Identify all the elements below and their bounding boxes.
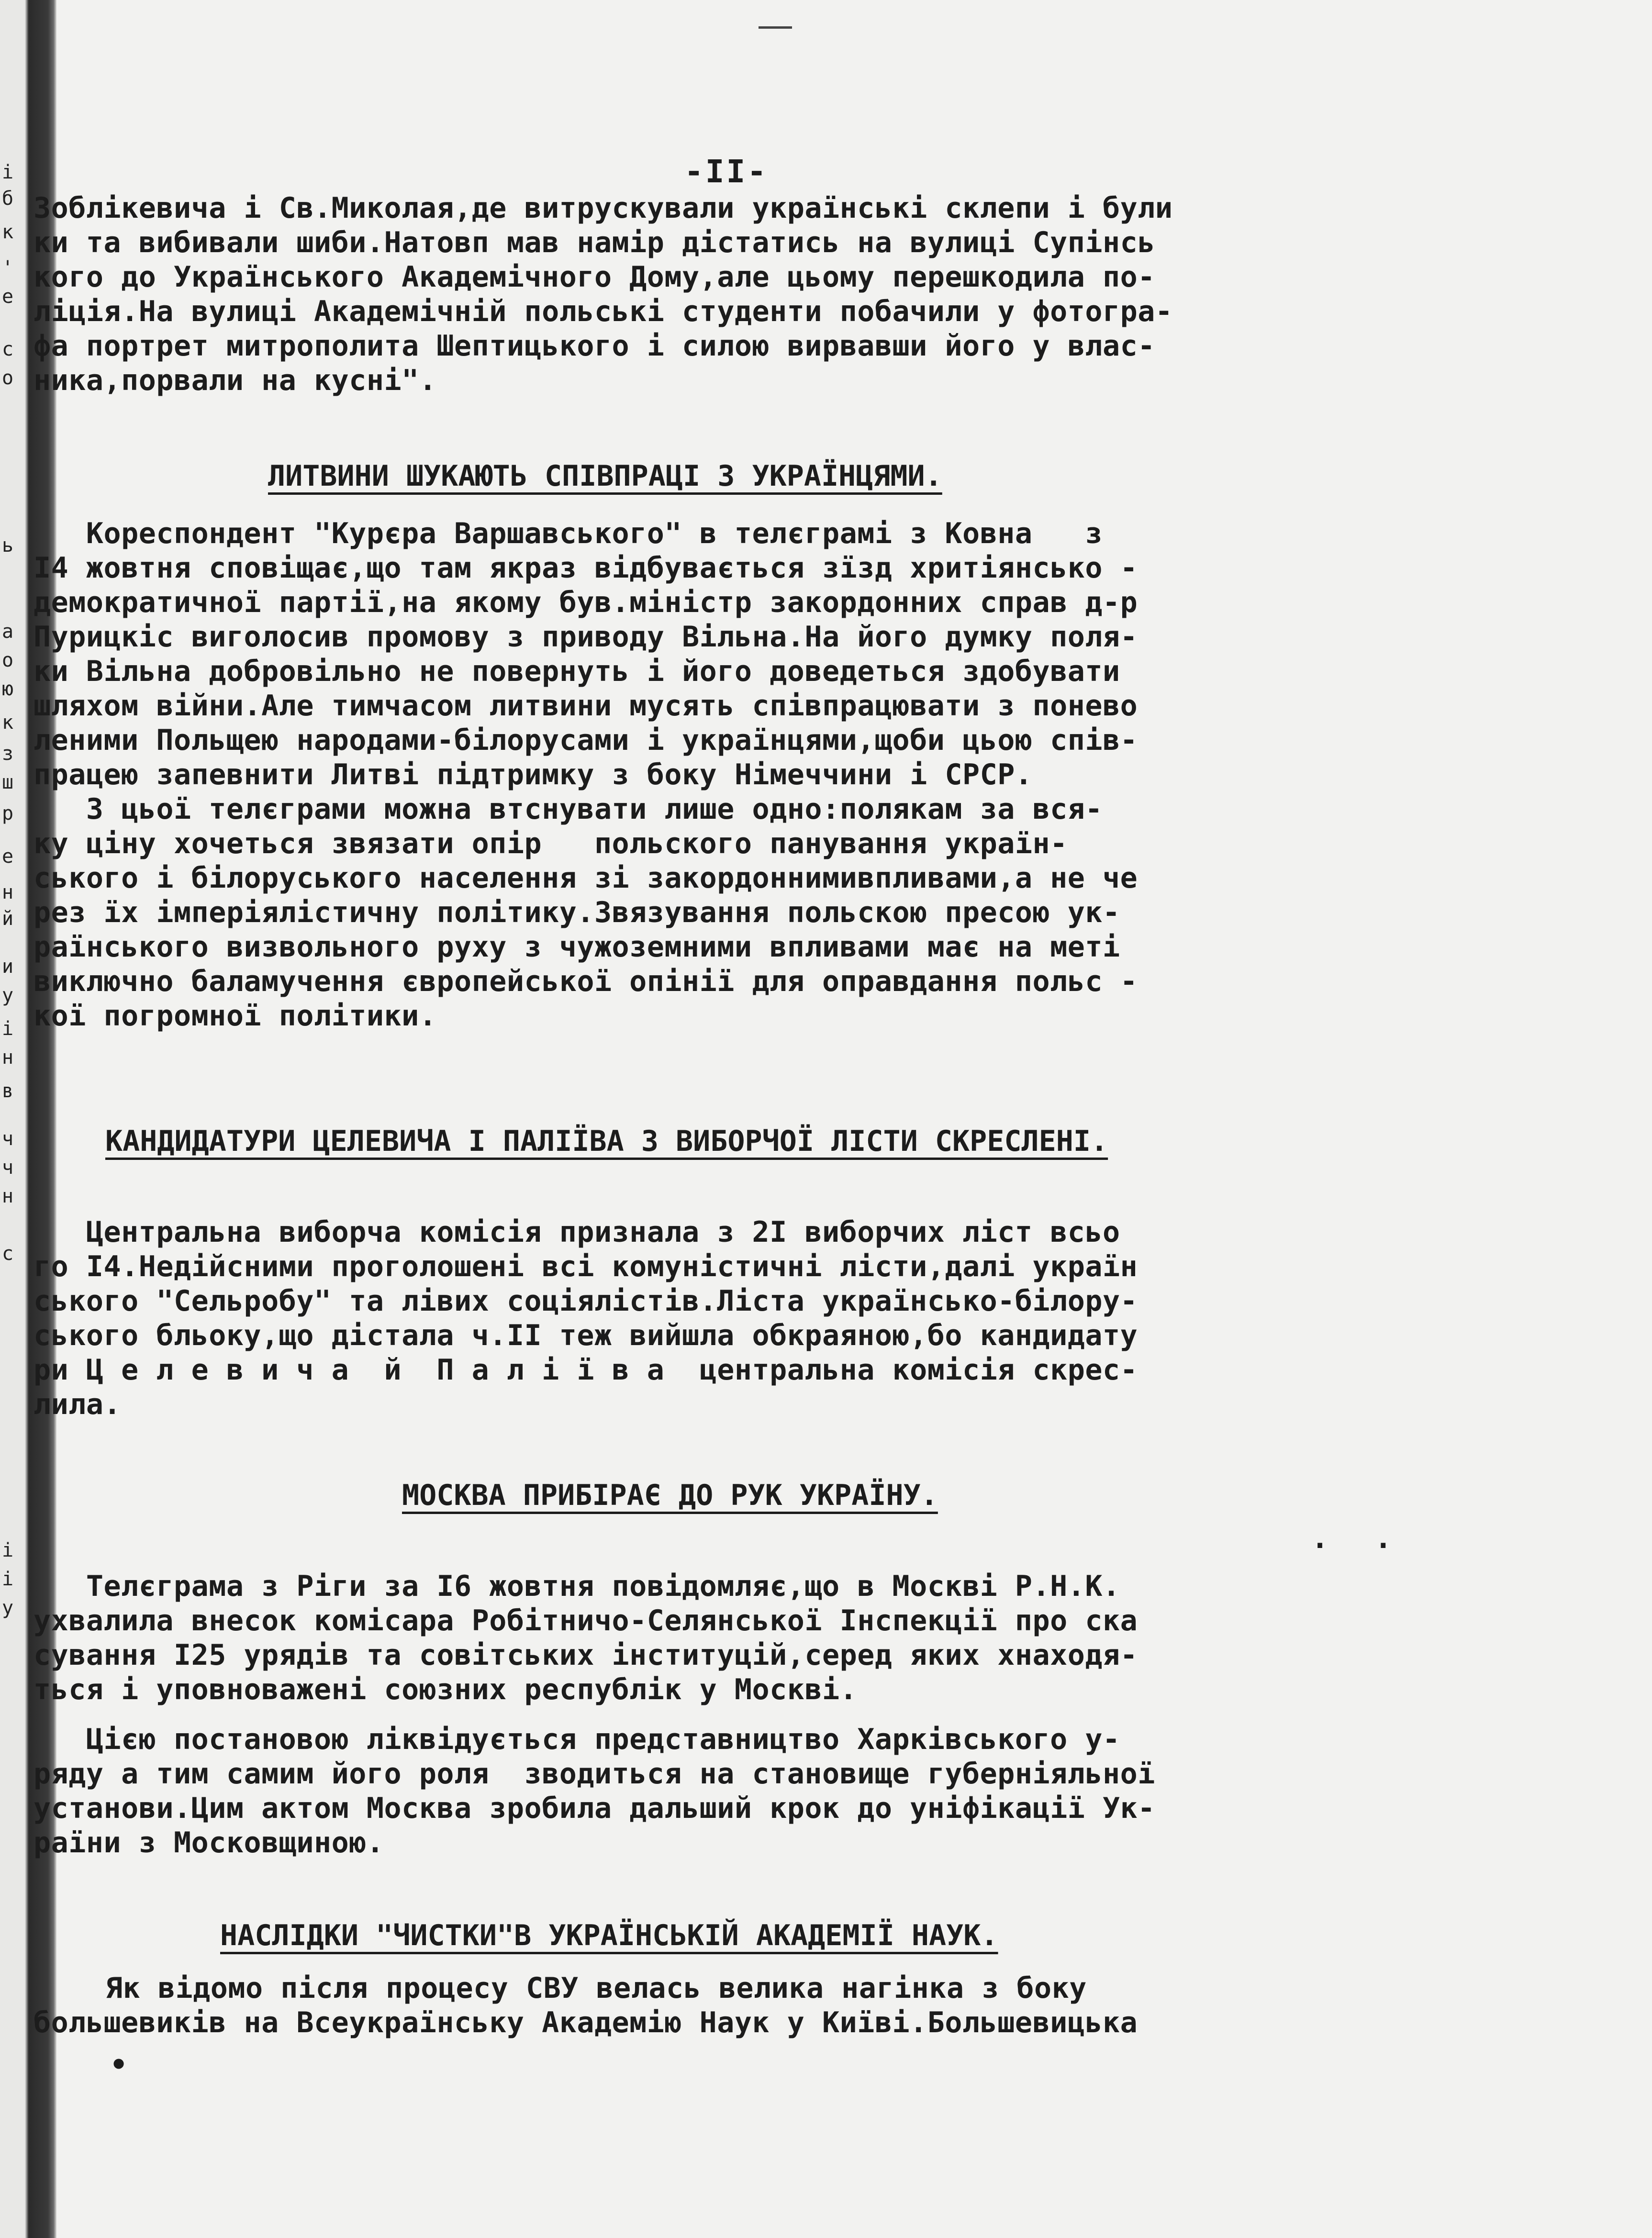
page-number: -II- [684, 153, 768, 190]
margin-fragment: у [2, 984, 14, 1006]
text-line: рез їх імперіялістичну політику.Звязування польскою пресою ук- [33, 896, 1120, 929]
section-heading-lithuanians: ЛИТВИНИ ШУКАЮТЬ СПІВПРАЦІ З УКРАЇНЦЯМИ. [268, 459, 942, 493]
text-line: установи.Цим актом Москва зробила дальший крок до уніфікації Ук- [33, 1792, 1155, 1825]
margin-fragment: у [2, 1597, 14, 1619]
text-line: раїни з Московщиною. [33, 1826, 384, 1859]
text-line: кої погромної політики. [33, 999, 437, 1033]
margin-fragment: з [2, 743, 14, 765]
text-line: Цією постановою ліквідується представництво Харківського у- [33, 1723, 1120, 1756]
text-line: З цьої телєграми можна втснувати лише одно:полякам за вся- [33, 792, 1103, 826]
margin-fragment: в [2, 1080, 14, 1102]
margin-fragment: н [2, 1185, 14, 1207]
margin-fragment: ч [2, 1128, 14, 1150]
text-line: го I4.Недійсними проголошені всі комуністичні лісти,далі україн [33, 1250, 1138, 1283]
text-line: ку ціну хочеться звязати опір польского панування україн- [33, 827, 1068, 860]
margin-fragment: о [2, 367, 14, 389]
margin-fragment: й [2, 908, 14, 930]
margin-fragment: ю [2, 678, 14, 700]
margin-fragment: ч [2, 1157, 14, 1179]
margin-fragment: і [2, 1568, 14, 1590]
text-line: шляхом війни.Але тимчасом литвини мусять співпрацювати з понево [33, 689, 1138, 723]
margin-fragment: е [2, 286, 14, 308]
margin-fragment: ь [2, 534, 14, 557]
text-line: Як відомо після процесу СВУ велась велика нагінка з боку [105, 1971, 1087, 2005]
text-line: лила. [33, 1388, 122, 1421]
margin-fragment: к [2, 712, 14, 734]
margin-fragment: н [2, 1047, 14, 1069]
text-line: ри Ц е л е в и ч а й П а л і ї в а центральна комісія скрес- [33, 1353, 1138, 1387]
text-line: Телєграма з Ріги за I6 жовтня повідомляє,що в Москві Р.Н.К. [33, 1570, 1120, 1603]
trailing-dots: . . [1311, 1522, 1406, 1555]
text-line: большевиків на Всеукраїнську Академію Наук у Київі.Большевицька [33, 2006, 1138, 2039]
stray-mark: • [110, 2048, 128, 2082]
margin-fragment: и [2, 956, 14, 978]
margin-fragment: с [2, 338, 14, 360]
text-line: леними Польщею народами-білорусами і українцями,щоби цьою спів- [33, 724, 1138, 757]
margin-fragment: і [2, 161, 14, 183]
text-line: ться і уповноважені союзних республік у Москві. [33, 1673, 858, 1706]
text-line: ухвалила внесок комісара Робітничо-Селянської Інспекції про ска [33, 1604, 1138, 1637]
text-line: Центральна виборча комісія признала з 2I виборчих ліст всьо [33, 1215, 1120, 1249]
text-line: ки та вибивали шиби.Натовп мав намір дістатись на вулиці Супінсь [33, 226, 1155, 259]
document-page [29, 0, 1627, 2238]
text-line: ряду а тим самим його роля зводиться на становище губерніяльної [33, 1757, 1155, 1791]
margin-fragment: і [2, 1018, 14, 1040]
margin-fragment: ' [2, 257, 14, 279]
margin-fragment: б [2, 188, 14, 210]
text-line: ліція.На вулиці Академічній польські студенти побачили у фотогра- [33, 295, 1173, 328]
text-line: ського "Сельробу" та лівих соціялістів.Ліста українсько-білору- [33, 1284, 1138, 1318]
text-line: ського бльоку,що дістала ч.II теж вийшла обкраяною,бо кандидату [33, 1319, 1138, 1352]
text-line: сування I25 урядів та совітських інституцій,серед яких хнаходя- [33, 1638, 1138, 1672]
margin-fragment: і [2, 1539, 14, 1561]
section-heading-candidates: КАНДИДАТУРИ ЦЕЛЕВИЧА І ПАЛІЇВА З ВИБОРЧОЇ ЛІСТИ СКРЕСЛЕНІ. [105, 1125, 1108, 1158]
text-line: фа портрет митрополита Шептицького і силою вирвавши його у влас- [33, 329, 1155, 363]
margin-fragment: р [2, 802, 14, 824]
top-mark [759, 26, 792, 29]
text-line: ника,порвали на кусні". [33, 364, 437, 397]
margin-fragment: о [2, 649, 14, 671]
margin-fragment: с [2, 1243, 14, 1265]
section-heading-moscow: МОСКВА ПРИБІРАЄ ДО РУК УКРАЇНУ. [402, 1479, 938, 1512]
text-line: виключно баламучення європейської опінії для оправдання польс - [33, 965, 1138, 998]
text-line: демократичної партії,на якому був.міністр закордонних справ д-р [33, 586, 1138, 619]
text-line: Кореспондент "Курєра Варшавського" в телєграмі з Ковна з [33, 517, 1103, 550]
text-line: I4 жовтня сповіщає,що там якраз відбувається зїзд хритіянсько - [33, 551, 1138, 585]
text-line: раїнського визвольного руху з чужоземними впливами має на меті [33, 930, 1120, 964]
margin-fragment: а [2, 621, 14, 643]
text-line: ського і білоруського населення зі закордоннимивпливами,а не че [33, 861, 1138, 895]
margin-fragment: н [2, 881, 14, 903]
text-line: працею запевнити Литві підтримку з боку Німеччини і СРСР. [33, 758, 1033, 791]
margin-fragment: к [2, 221, 14, 243]
margin-fragment: ш [2, 771, 14, 793]
margin-fragment: е [2, 846, 14, 868]
text-line: ки Вільна добровільно не повернуть і його доведеться здобувати [33, 655, 1120, 688]
text-line: Зоблікевича і Св.Миколая,де витрускували українські склепи і були [33, 191, 1173, 225]
text-line: кого до Українського Академічного Дому,але цьому перешкодила по- [33, 260, 1155, 294]
text-line: Пурицкіс виголосив промову з приводу Вільна.На його думку поля- [33, 620, 1138, 654]
section-heading-academy: НАСЛІДКИ "ЧИСТКИ"В УКРАЇНСЬКІЙ АКАДЕМІЇ НАУК. [220, 1919, 998, 1952]
